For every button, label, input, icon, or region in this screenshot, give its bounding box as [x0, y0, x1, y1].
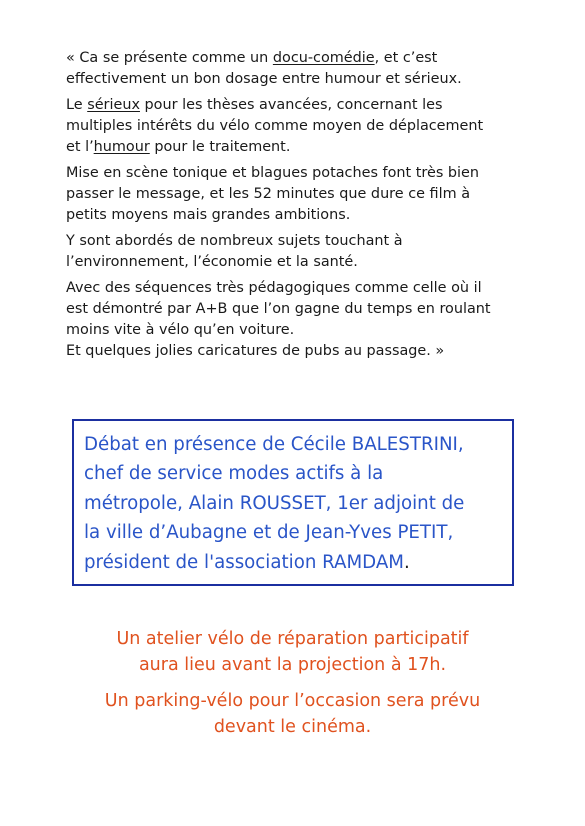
debate-text: président de l'association RAMDAM [84, 551, 404, 573]
quote-paragraph-3: Mise en scène tonique et blagues potaches font très bien passer le message, et les 52 minutes que dure ce film à petits moyens mais grandes ambitions. [66, 165, 479, 223]
debate-announcement-box [72, 419, 514, 586]
debate-line: Débat en présence de Cécile BALESTRINI, [84, 434, 464, 455]
quote-paragraph-5: Avec des séquences très pédagogiques comme celle où il est démontré par A+B que l’on gagne du temps en roulant moins vite à vélo qu’en voiture. [66, 280, 491, 338]
docu-comedie-underlined: docu-comédie [272, 50, 375, 66]
workshop-notice [0, 626, 585, 678]
debate-period: . [403, 551, 410, 573]
quote-text: pour les thèses avancées, concernant les multiples intérêts du vélo comme moyen de déplacement et l’ [66, 97, 484, 155]
parking-notice [0, 688, 585, 740]
debate-line: la ville d’Aubagne et de Jean-Yves PETIT, [84, 522, 454, 544]
humour-underlined: humour [93, 139, 150, 155]
workshop-line: Un atelier vélo de réparation participatif [116, 629, 469, 649]
quote-text: « Ca se présente comme un [66, 50, 273, 66]
debate-line: chef de service modes actifs à la [84, 463, 384, 485]
quote-paragraph-1 [66, 48, 536, 90]
quote-paragraph-6: Et quelques jolies caricatures de pubs au passage. » [66, 343, 445, 359]
quote-paragraph-4: Y sont abordés de nombreux sujets touchant à l’environnement, l’économie et la santé. [66, 233, 403, 270]
quote-text: Le [66, 97, 88, 113]
review-quote [66, 48, 536, 362]
quote-paragraph-2 [66, 95, 536, 158]
parking-line: devant le cinéma. [213, 717, 372, 737]
workshop-line: aura lieu avant la projection à 17h. [138, 655, 447, 675]
quote-text: , et c’est effectivement un bon dosage entre humour et sérieux. [66, 50, 462, 87]
debate-line-last [84, 548, 506, 577]
parking-line: Un parking-vélo pour l’occasion sera prévu [104, 691, 481, 711]
serieux-underlined: sérieux [87, 97, 140, 113]
debate-line: métropole, Alain ROUSSET, 1er adjoint de [84, 492, 465, 514]
quote-text: pour le traitement. [149, 139, 291, 155]
